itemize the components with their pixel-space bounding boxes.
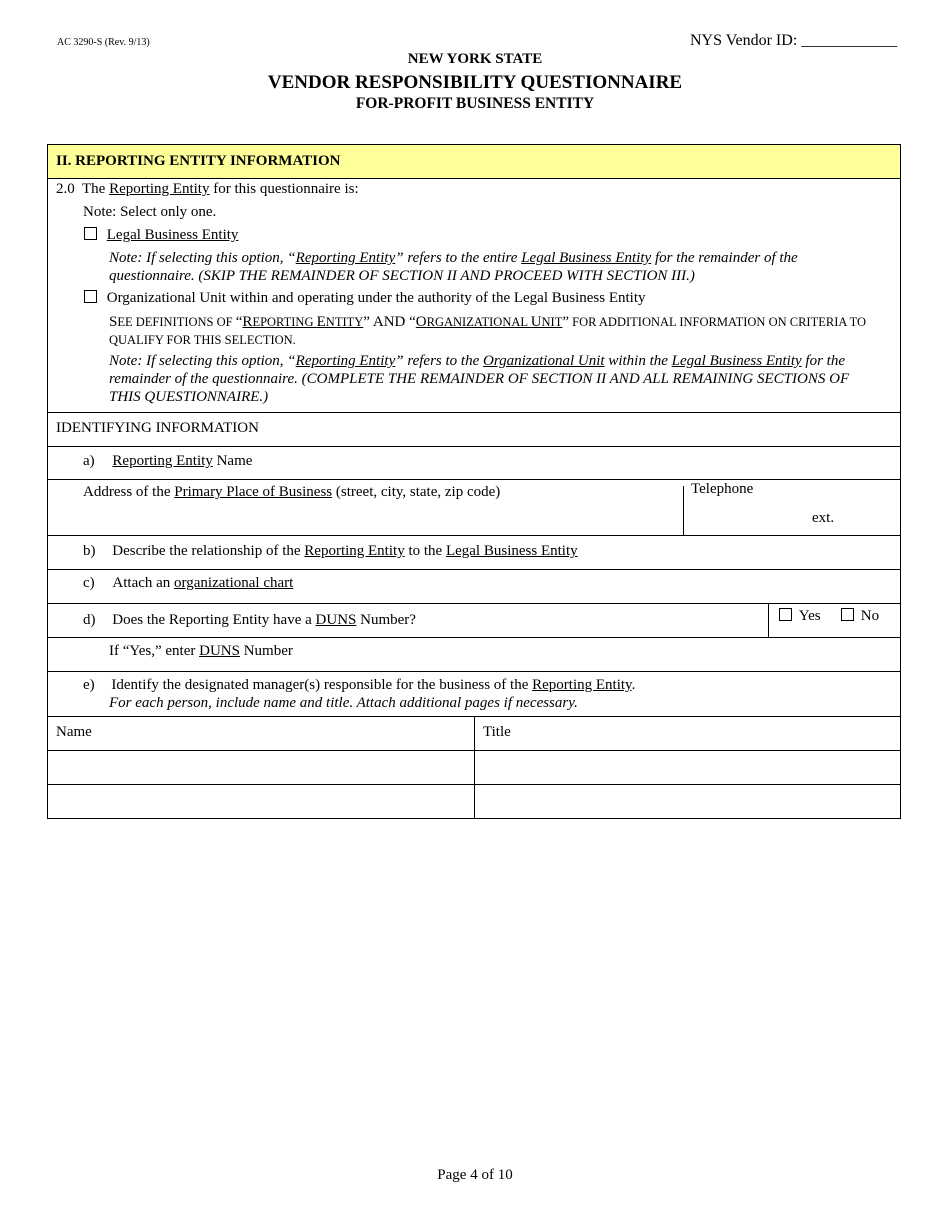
duns-question-row — [48, 604, 900, 638]
note2-text: Note: If selecting this option, “ — [109, 353, 296, 369]
item-a-link: Reporting Entity — [112, 453, 213, 469]
address-text: (street, city, state, zip code) — [335, 484, 501, 500]
defs-link: NTITY — [325, 315, 364, 329]
vendor-id-label: NYS Vendor ID: — [690, 32, 798, 49]
manager-row — [48, 785, 900, 818]
vendor-id-field — [690, 32, 897, 50]
item-c-text: Attach an — [112, 575, 171, 591]
title-state: NEW YORK STATE — [407, 51, 543, 67]
section-heading: II. REPORTING ENTITY INFORMATION — [48, 145, 900, 179]
item-a-label — [83, 453, 252, 470]
duns-yes-checkbox[interactable] — [779, 608, 792, 621]
identifying-heading-text: IDENTIFYING INFORMATION — [56, 420, 259, 436]
organizational-unit-checkbox[interactable] — [84, 290, 97, 303]
note2-text: ” refers to the — [395, 353, 480, 369]
question-2-0 — [48, 179, 900, 413]
option2-note — [109, 352, 894, 406]
note1-text: ” refers to the entire — [395, 250, 518, 266]
q20-text-pre: The — [81, 181, 106, 197]
item-b-link: Reporting Entity — [304, 543, 405, 559]
defs-link: E — [316, 314, 326, 330]
column-divider — [683, 486, 684, 535]
note2-text: within the — [608, 353, 668, 369]
definitions-note — [109, 313, 894, 349]
legal-business-entity-checkbox[interactable] — [84, 227, 97, 240]
duns-yes-label: Yes — [798, 608, 821, 624]
note1-text: Note: If selecting this option, “ — [109, 250, 296, 266]
column-divider — [768, 604, 769, 637]
item-d-text: Does the Reporting Entity have a — [112, 612, 312, 628]
item-b-label — [83, 543, 578, 560]
defs-text: FOR ADDITIONAL INFORMATION ON CRITERIA TO — [572, 315, 867, 329]
address-telephone-row — [48, 480, 900, 536]
defs-link: EPORTING — [252, 315, 314, 329]
option-legal-business-entity[interactable] — [84, 227, 238, 244]
duns-yes-option[interactable] — [779, 608, 821, 625]
duns-no-label: No — [860, 608, 880, 624]
item-c-label — [83, 575, 293, 592]
col-title-header: Title — [483, 724, 511, 740]
item-d-letter: d) — [83, 612, 96, 628]
option-organizational-unit[interactable] — [84, 290, 646, 307]
q20-prompt — [56, 181, 359, 198]
defs-line2: QUALIFY FOR THIS SELECTION. — [109, 333, 296, 347]
q20-link: Reporting Entity — [109, 181, 210, 197]
defs-text: ” — [562, 314, 570, 330]
item-b-text: to the — [408, 543, 443, 559]
option1-note — [109, 249, 894, 285]
col-name-header: Name — [56, 724, 92, 740]
title-main: VENDOR RESPONSIBILITY QUESTIONNAIRE — [267, 72, 683, 93]
defs-link: RGANIZATIONAL — [426, 315, 528, 329]
defs-text: ” AND “ — [363, 314, 416, 330]
column-divider — [474, 717, 475, 750]
duns-number-row[interactable] — [48, 638, 900, 672]
address-field[interactable] — [83, 484, 500, 501]
manager-row — [48, 751, 900, 785]
org-chart-row[interactable] — [48, 570, 900, 604]
defs-link: U — [530, 314, 542, 330]
q20-text-post: for this questionnaire is: — [213, 181, 359, 197]
telephone-field[interactable]: Telephone — [691, 481, 754, 497]
defs-text: EE DEFINITIONS OF — [117, 315, 233, 329]
note1-text: for the remainder of the — [654, 250, 798, 266]
manager-name-cell[interactable] — [48, 751, 474, 784]
defs-text: “ — [235, 314, 243, 330]
defs-link: NIT — [541, 315, 563, 329]
item-d-text: Number? — [360, 612, 416, 628]
manager-title-cell[interactable] — [475, 751, 900, 784]
note1-link-reporting-entity: Reporting Entity — [295, 250, 396, 266]
item-c-letter: c) — [83, 575, 95, 591]
item-a-rest: Name — [216, 453, 253, 469]
duns-no-option[interactable] — [841, 608, 879, 625]
select-only-one-note: Note: Select only one. — [83, 204, 217, 220]
item-b-link: Legal Business Entity — [445, 543, 578, 559]
note1-line2: questionnaire. (SKIP THE REMAINDER OF SECTION II AND PROCEED WITH SECTION III.) — [109, 268, 695, 284]
defs-text: S — [109, 314, 118, 330]
note1-link-legal-business-entity: Legal Business Entity — [521, 250, 652, 266]
organizational-unit-label: Organizational Unit within and operating under the authority of the Legal Business Entity — [106, 290, 646, 306]
note2-line2: remainder of the questionnaire. (COMPLETE THE REMAINDER OF SECTION II AND ALL REMAINING SECTIONS OF — [109, 371, 850, 387]
item-e-period: . — [631, 677, 636, 693]
item-e-link: Reporting Entity — [532, 677, 632, 693]
q20-number: 2.0 — [56, 181, 75, 197]
note2-link: Reporting Entity — [295, 353, 396, 369]
duns-number-label — [109, 643, 293, 660]
note2-link: Organizational Unit — [483, 353, 605, 369]
note2-line3: THIS QUESTIONNAIRE.) — [109, 389, 269, 405]
item-e-letter: e) — [83, 677, 95, 693]
designated-managers-row — [48, 672, 900, 717]
note2-link: Legal Business Entity — [671, 353, 802, 369]
title-sub: FOR-PROFIT BUSINESS ENTITY — [355, 95, 595, 112]
vendor-id-blank[interactable]: ____________ — [801, 32, 898, 49]
item-e-text: Identify the designated manager(s) responsible for the business of the — [111, 677, 529, 693]
manager-name-cell[interactable] — [48, 785, 474, 818]
duns-link: DUNS — [315, 612, 357, 628]
defs-link: O — [415, 314, 427, 330]
duns-no-checkbox[interactable] — [841, 608, 854, 621]
item-b-text: Describe the relationship of the — [112, 543, 301, 559]
item-b-letter: b) — [83, 543, 96, 559]
address-text: Address of the — [83, 484, 171, 500]
organizational-chart-link: organizational chart — [174, 575, 294, 591]
duns-number-link: DUNS — [199, 643, 240, 659]
identifying-information-heading — [48, 413, 900, 447]
form-id: AC 3290-S (Rev. 9/13) — [57, 37, 150, 48]
primary-place-link: Primary Place of Business — [174, 484, 333, 500]
note2-text: for the — [805, 353, 845, 369]
reporting-entity-form — [47, 144, 901, 819]
reporting-entity-name-row[interactable] — [48, 447, 900, 480]
duns-number-text: Number — [243, 643, 293, 659]
item-a-letter: a) — [83, 453, 95, 469]
telephone-ext-field[interactable]: ext. — [812, 510, 835, 526]
item-e-label — [83, 676, 635, 694]
page-number: Page 4 of 10 — [437, 1167, 513, 1183]
relationship-row[interactable] — [48, 536, 900, 570]
duns-number-text: If “Yes,” enter — [109, 643, 196, 659]
item-d-label — [83, 612, 416, 629]
item-e-note: For each person, include name and title. Attach additional pages if necessary. — [109, 695, 578, 711]
legal-business-entity-label: Legal Business Entity — [106, 227, 239, 243]
defs-link: R — [242, 314, 253, 330]
managers-table-header — [48, 717, 900, 751]
manager-title-cell[interactable] — [475, 785, 900, 818]
